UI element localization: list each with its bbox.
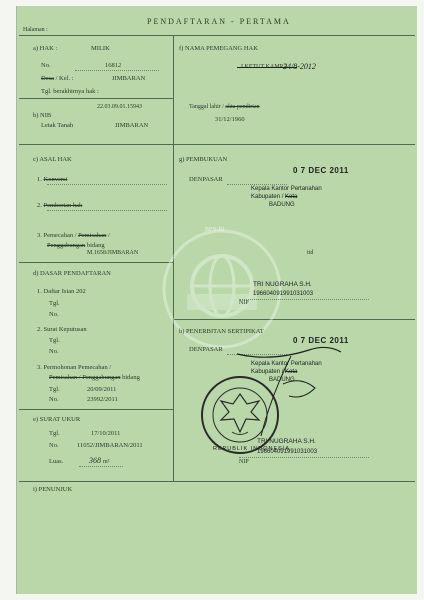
pembukuan-kab: Kabupaten / Kota: [251, 194, 298, 200]
pembukuan-signer-name: TRI NUGRAHA S.H.: [253, 281, 312, 288]
hak-value: MILIK: [91, 45, 110, 52]
asal-item-1-line: [47, 184, 167, 185]
luas-label: Luas.: [49, 458, 64, 465]
asal-item-3-value: M.1658/JIMBARAN: [87, 250, 139, 256]
su-no-label: No.: [49, 442, 59, 449]
asal-item-3a: 3. Pemecahan / Pemisahan /: [37, 232, 110, 239]
divider-b-c: [19, 144, 415, 145]
section-e-label: e) SURAT UKUR: [33, 416, 81, 423]
pembukuan-nip-line: [239, 299, 369, 300]
pembukuan-region: BADUNG: [269, 202, 295, 208]
no-label: No.: [41, 62, 51, 69]
seal-text: REPUBLIK INDONESIA: [213, 446, 290, 452]
divider-a-b: [19, 98, 173, 99]
section-a-label: a) HAK :: [33, 45, 58, 52]
no-underline: [75, 70, 159, 71]
section-d-label: d) DASAR PENDAFTARAN: [33, 270, 111, 277]
no-value: 16812: [105, 62, 122, 69]
section-i-label: i) PENUNJUK: [33, 486, 73, 493]
su-no-value: 11052/JIMBARAN/2011: [77, 442, 143, 449]
asal-item-3b: Penggabungan bidang: [47, 242, 105, 249]
penerbitan-signer-name: TRI NUGRAHA S.H.: [257, 438, 316, 445]
pembukuan-place: DENPASAR: [189, 176, 223, 183]
section-b-label: b) NIB: [33, 112, 52, 119]
kel-value: JIMBARAN: [112, 75, 146, 82]
letak-label: Letak Tanah: [41, 122, 74, 129]
handwritten-date: 24/8-2012: [283, 62, 316, 71]
certificate-page: [16, 6, 417, 594]
divider-e-i: [19, 481, 415, 482]
tanggal-label: Tanggal lahir / akta pendirian: [189, 104, 260, 110]
daftar-isian: 1. Daftar Isian 202: [37, 288, 86, 295]
letak-value: JIMBARAN: [115, 122, 149, 129]
asal-item-1: 1. Konversi: [37, 176, 68, 183]
pembukuan-office: Kepala Kantor Pertanahan: [251, 186, 322, 192]
nib-value: 22.03.09.01.15943: [97, 104, 142, 110]
header-rule: [19, 35, 415, 36]
tgl-berakhir-label: Tgl. berakhirnya hak :: [41, 88, 99, 95]
pembukuan-date-stamp: 0 7 DEC 2011: [293, 166, 349, 175]
tanggal-value: 31/12/1960: [215, 116, 245, 123]
penerbitan-place: DENPASAR: [189, 346, 223, 353]
watermark-text: BPN-RI: [205, 227, 225, 233]
page-title: PENDAFTARAN - PERTAMA: [147, 17, 291, 26]
pembukuan-nip-value: 196604091991031003: [253, 291, 314, 297]
d1-no-label: No.: [49, 311, 59, 318]
penerbitan-region: BADUNG: [269, 377, 295, 383]
signature: [231, 336, 351, 451]
desa-kel-label: Desa / Kel. :: [41, 75, 74, 82]
permohonan-line-1: 3. Permohonan Pemecahan /: [37, 364, 112, 371]
pembukuan-nip-label: NIP: [239, 300, 249, 306]
surat-keputusan: 2. Surat Keputusan: [37, 326, 87, 333]
asal-item-2-line: [47, 210, 167, 211]
ttd-label: ttd: [307, 250, 314, 256]
penerbitan-nip-label: NIP: [239, 459, 249, 465]
luas-value: 368 m²: [89, 456, 110, 465]
halaman-label: Halaman :: [23, 27, 48, 33]
permohonan-line-2: Pemisahan / Penggabungan bidang: [49, 374, 140, 381]
pembukuan-place-line: [227, 184, 287, 185]
section-f-label: f) NAMA PEMEGANG HAK: [179, 45, 258, 52]
penerbitan-kab: Kabupaten / Kota: [251, 369, 298, 375]
asal-item-2: 2. Pemberian hak: [37, 202, 83, 209]
d3-no-value: 23992/2011: [87, 396, 118, 403]
divider-d-e: [19, 409, 173, 410]
d3-tgl-value: 20/09/2011: [87, 386, 117, 393]
su-tgl-label: Tgl.: [49, 430, 60, 437]
d1-tgl-label: Tgl.: [49, 300, 60, 307]
luas-underline: [79, 466, 123, 467]
penerbitan-date-stamp: 0 7 DEC 2011: [293, 336, 349, 345]
penerbitan-nip-line: [239, 457, 369, 458]
d2-no-label: No.: [49, 348, 59, 355]
penerbitan-office: Kepala Kantor Pertanahan: [251, 361, 322, 367]
section-g-label: g) PEMBUKUAN: [179, 156, 228, 163]
d2-tgl-label: Tgl.: [49, 337, 60, 344]
d3-tgl-label: Tgl.: [49, 386, 60, 393]
d3-no-label: No.: [49, 396, 59, 403]
divider-c-d: [19, 262, 173, 263]
section-h-label: h) PENERBITAN SERTIPIKAT: [179, 328, 264, 335]
penerbitan-nip-value: 196604091991031003: [257, 449, 318, 455]
su-tgl-value: 17/10/2011: [91, 430, 121, 437]
section-c-label: c) ASAL HAK: [33, 156, 72, 163]
